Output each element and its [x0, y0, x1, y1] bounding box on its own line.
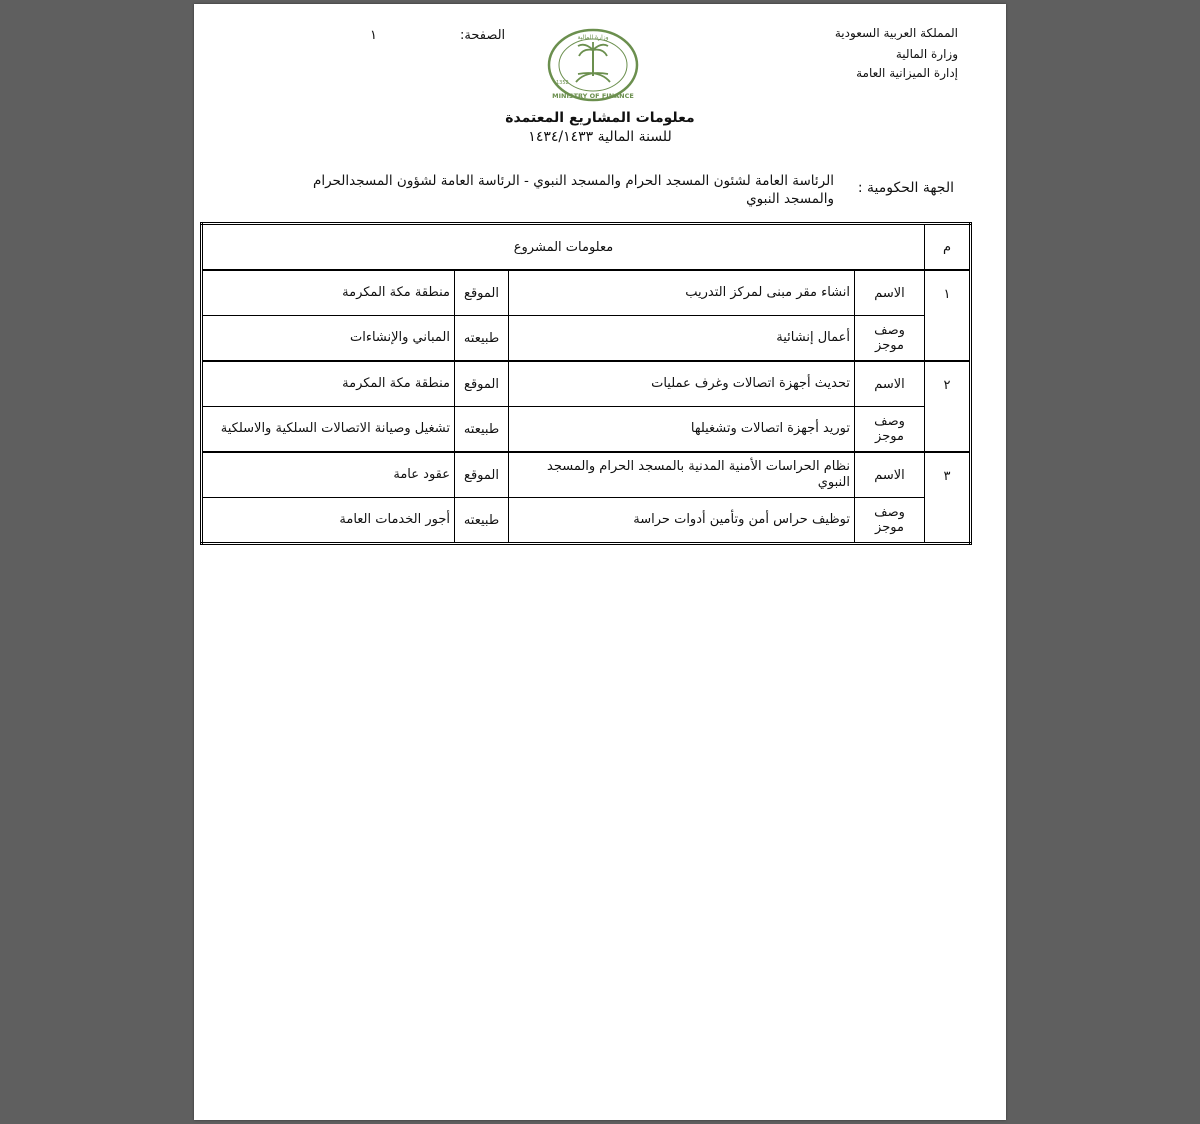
project-location: منطقة مكة المكرمة: [202, 361, 455, 407]
label-location: الموقع: [455, 452, 509, 498]
label-nature: طبيعته: [455, 316, 509, 362]
project-name: نظام الحراسات الأمنية المدنية بالمسجد الحرام والمسجد النبوي: [509, 452, 855, 498]
table-row: [202, 498, 971, 544]
table-row: [202, 361, 971, 407]
ministry-seal-icon: [546, 28, 640, 102]
project-number: ٢: [925, 361, 971, 452]
label-name: الاسم: [855, 452, 925, 498]
project-number: ١: [925, 270, 971, 361]
document-title: معلومات المشاريع المعتمدة: [505, 110, 695, 126]
table-row: [202, 452, 971, 498]
project-nature: تشغيل وصيانة الاتصالات السلكية والاسلكية: [202, 407, 455, 453]
projects-table: [200, 222, 972, 545]
logo-arabic-text: وزارة المالية: [577, 34, 609, 41]
header-project-info: معلومات المشروع: [202, 224, 925, 271]
org-line-ministry: وزارة المالية: [895, 47, 958, 61]
project-location: عقود عامة: [202, 452, 455, 498]
label-name: الاسم: [855, 270, 925, 316]
org-line-department: إدارة الميزانية العامة: [856, 66, 958, 80]
label-location: الموقع: [455, 361, 509, 407]
label-location: الموقع: [455, 270, 509, 316]
project-nature: المباني والإنشاءات: [202, 316, 455, 362]
logo-english-text: MINISTRY OF FINANCE: [552, 92, 634, 100]
ministry-logo: [546, 28, 640, 102]
label-brief: وصف موجز: [855, 316, 925, 362]
project-name: تحديث أجهزة اتصالات وغرف عمليات: [509, 361, 855, 407]
table-row: [202, 270, 971, 316]
project-brief: توظيف حراس أمن وتأمين أدوات حراسة: [509, 498, 855, 544]
label-brief: وصف موجز: [855, 498, 925, 544]
label-brief: وصف موجز: [855, 407, 925, 453]
project-number: ٣: [925, 452, 971, 544]
project-brief: أعمال إنشائية: [509, 316, 855, 362]
org-line-country: المملكة العربية السعودية: [834, 26, 958, 40]
page-label: الصفحة:: [460, 28, 506, 43]
government-entity-label: الجهة الحكومية :: [857, 180, 954, 196]
table-header-row: [202, 224, 971, 271]
logo-year-text: 1352: [556, 80, 569, 86]
project-nature: أجور الخدمات العامة: [202, 498, 455, 544]
government-entity-value: الرئاسة العامة لشئون المسجد الحرام والمسجد النبوي - الرئاسة العامة لشؤون المسجدالحرام والمسجد النبوي: [312, 173, 834, 207]
table-row: [202, 407, 971, 453]
label-nature: طبيعته: [455, 407, 509, 453]
project-name: انشاء مقر مبنى لمركز التدريب: [509, 270, 855, 316]
header-num: م: [925, 224, 971, 271]
page-number: ١: [370, 28, 377, 43]
project-location: منطقة مكة المكرمة: [202, 270, 455, 316]
document-page: [194, 4, 1006, 1120]
label-nature: طبيعته: [455, 498, 509, 544]
document-subtitle: للسنة المالية ١٤٣٤/١٤٣٣: [528, 129, 672, 145]
label-name: الاسم: [855, 361, 925, 407]
table-row: [202, 316, 971, 362]
project-brief: توريد أجهزة اتصالات وتشغيلها: [509, 407, 855, 453]
